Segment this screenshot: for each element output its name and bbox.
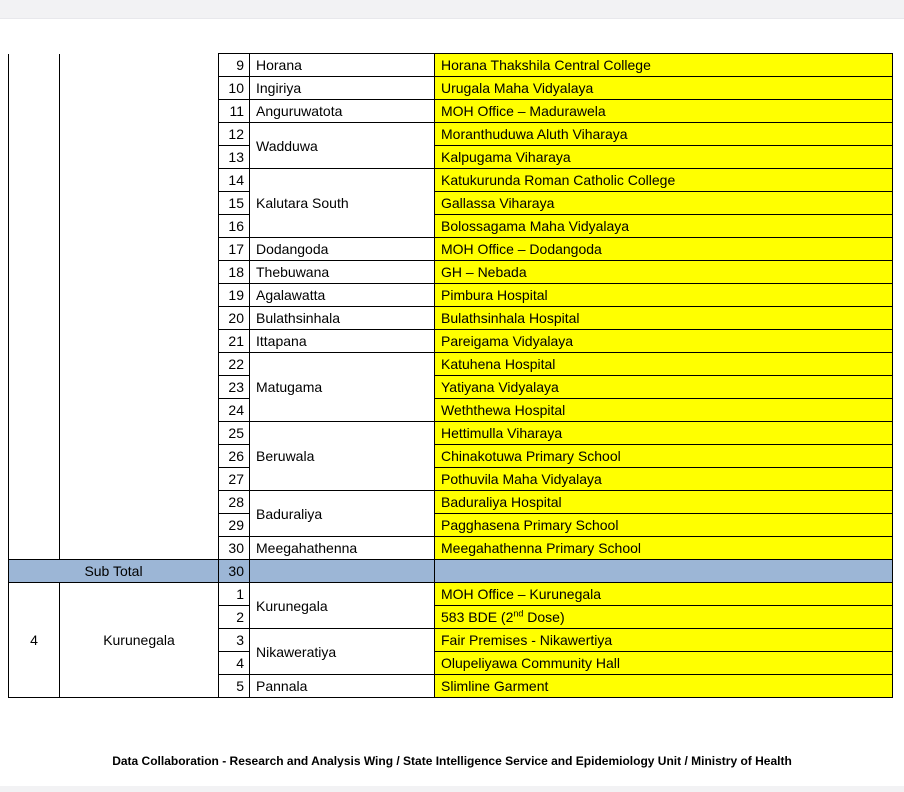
moh-area: Dodangoda: [250, 238, 435, 261]
vaccination-center: MOH Office – Madurawela: [435, 100, 893, 123]
row-number: 13: [219, 146, 250, 169]
row-number: 30: [219, 537, 250, 560]
district-index: 4: [9, 583, 60, 698]
viewer-bottom-bar: [0, 786, 904, 792]
vaccination-center: Slimline Garment: [435, 675, 893, 698]
row-number: 9: [219, 54, 250, 77]
vaccination-center: Baduraliya Hospital: [435, 491, 893, 514]
vaccination-center: Chinakotuwa Primary School: [435, 445, 893, 468]
vaccination-center: GH – Nebada: [435, 261, 893, 284]
vaccination-center: Hettimulla Viharaya: [435, 422, 893, 445]
moh-area: Beruwala: [250, 422, 435, 491]
center-text: Dose): [523, 609, 565, 625]
vaccination-center: Urugala Maha Vidyalaya: [435, 77, 893, 100]
center-text: 583 BDE (2: [441, 609, 514, 625]
vaccination-center: MOH Office – Dodangoda: [435, 238, 893, 261]
vaccination-center: Horana Thakshila Central College: [435, 54, 893, 77]
vaccination-centers-table: [8, 53, 893, 698]
row-number: 3: [219, 629, 250, 652]
row-number: 24: [219, 399, 250, 422]
row-number: 4: [219, 652, 250, 675]
table-row: [9, 54, 893, 77]
row-number: 16: [219, 215, 250, 238]
vaccination-center: Bolossagama Maha Vidyalaya: [435, 215, 893, 238]
row-number: 27: [219, 468, 250, 491]
vaccination-center: Pareigama Vidyalaya: [435, 330, 893, 353]
document-footer: Data Collaboration - Research and Analysis Wing / State Intelligence Service and Epidemiology Unit / Ministry of Health: [112, 754, 792, 768]
row-number: 2: [219, 606, 250, 629]
row-number: 21: [219, 330, 250, 353]
vaccination-center: Pothuvila Maha Vidyalaya: [435, 468, 893, 491]
row-number: 15: [219, 192, 250, 215]
vaccination-center: Gallassa Viharaya: [435, 192, 893, 215]
district-name: Kurunegala: [60, 583, 219, 698]
vaccination-center: [435, 606, 893, 629]
vaccination-center: Fair Premises - Nikawertiya: [435, 629, 893, 652]
row-number: 26: [219, 445, 250, 468]
moh-area: Kalutara South: [250, 169, 435, 238]
moh-area: Matugama: [250, 353, 435, 422]
moh-area: Pannala: [250, 675, 435, 698]
district-index-cell: [9, 54, 60, 560]
row-number: 11: [219, 100, 250, 123]
vaccination-center: Weththewa Hospital: [435, 399, 893, 422]
moh-area: Ittapana: [250, 330, 435, 353]
vaccination-center: Bulathsinhala Hospital: [435, 307, 893, 330]
moh-area: Thebuwana: [250, 261, 435, 284]
row-number: 29: [219, 514, 250, 537]
viewer-top-bar: [0, 0, 904, 19]
vaccination-center: Kalpugama Viharaya: [435, 146, 893, 169]
vaccination-center: Meegahathenna Primary School: [435, 537, 893, 560]
row-number: 18: [219, 261, 250, 284]
row-number: 5: [219, 675, 250, 698]
row-number: 25: [219, 422, 250, 445]
vaccination-center: MOH Office – Kurunegala: [435, 583, 893, 606]
subtotal-empty-cell: [435, 560, 893, 583]
vaccination-center: Yatiyana Vidyalaya: [435, 376, 893, 399]
table-row: [9, 583, 893, 606]
vaccination-center: Katuhena Hospital: [435, 353, 893, 376]
moh-area: Kurunegala: [250, 583, 435, 629]
ordinal-suffix: nd: [513, 608, 524, 619]
district-name-cell: [60, 54, 219, 560]
vaccination-center: Moranthuduwa Aluth Viharaya: [435, 123, 893, 146]
subtotal-label: Sub Total: [9, 560, 219, 583]
row-number: 28: [219, 491, 250, 514]
moh-area: Horana: [250, 54, 435, 77]
row-number: 12: [219, 123, 250, 146]
vaccination-center: Pimbura Hospital: [435, 284, 893, 307]
moh-area: Agalawatta: [250, 284, 435, 307]
moh-area: Nikaweratiya: [250, 629, 435, 675]
vaccination-center: Pagghasena Primary School: [435, 514, 893, 537]
moh-area: Anguruwatota: [250, 100, 435, 123]
vaccination-center: Katukurunda Roman Catholic College: [435, 169, 893, 192]
subtotal-row: [9, 560, 893, 583]
moh-area: Meegahathenna: [250, 537, 435, 560]
row-number: 14: [219, 169, 250, 192]
moh-area: Wadduwa: [250, 123, 435, 169]
subtotal-value: 30: [219, 560, 250, 583]
row-number: 1: [219, 583, 250, 606]
row-number: 23: [219, 376, 250, 399]
row-number: 19: [219, 284, 250, 307]
moh-area: Bulathsinhala: [250, 307, 435, 330]
row-number: 10: [219, 77, 250, 100]
row-number: 22: [219, 353, 250, 376]
moh-area: Ingiriya: [250, 77, 435, 100]
subtotal-empty-cell: [250, 560, 435, 583]
row-number: 20: [219, 307, 250, 330]
vaccination-center: Olupeliyawa Community Hall: [435, 652, 893, 675]
row-number: 17: [219, 238, 250, 261]
moh-area: Baduraliya: [250, 491, 435, 537]
